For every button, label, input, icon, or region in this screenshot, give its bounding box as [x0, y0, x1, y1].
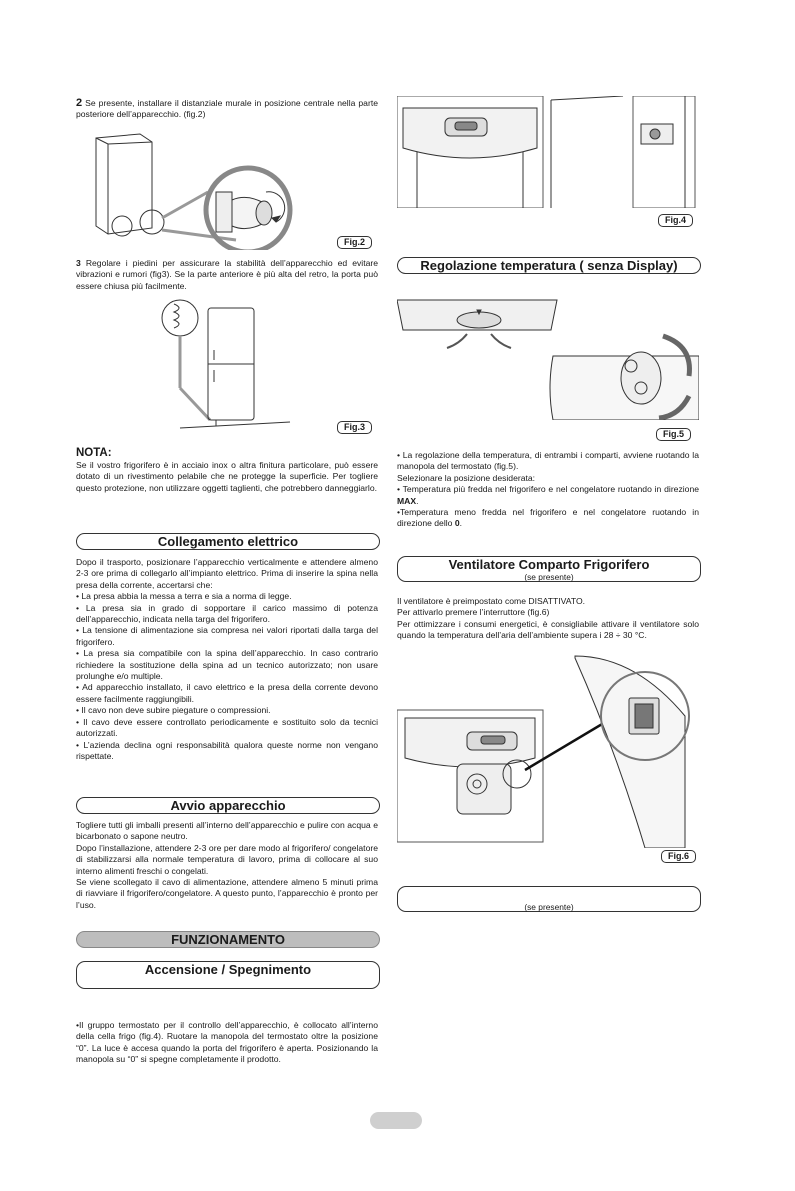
- empty-heading-box: [397, 886, 701, 912]
- regolazione-para-3: [397, 484, 699, 507]
- fig5-label: Fig.5: [656, 428, 691, 441]
- collegamento-para: • Il cavo non deve subire piegature o compressioni.: [76, 705, 271, 716]
- collegamento-para: • La presa sia in grado di sopportare il carico massimo di potenza dell’apparecchio, indicata nella targa del frigorifero.: [76, 602, 378, 625]
- empty-box-subtitle: (se presente): [524, 902, 574, 912]
- accensione-text: •Il gruppo termostato per il controllo dell’apparecchio, è collocato all’interno della cella frigo (fig.4). Ruotare la manopola del termostato oltre la posizione “0”. La luce è accesa quando la porta del frigorifero è aperta. Posizionando la manopola su “0” si spegne completamente il prodotto.: [76, 1020, 378, 1065]
- nota-text: Se il vostro frigorifero è in acciaio inox o altra finitura particolare, può essere dotato di un rivestimento pelabile che ne protegge la superficie. Per togliere questo protezione, non utilizzare oggetti taglienti, che potrebbero danneggiarlo.: [76, 460, 378, 493]
- regolazione-para-2: Selezionare la posizione desiderata:: [397, 472, 536, 483]
- regolazione-para-3-end: .: [416, 495, 419, 506]
- collegamento-body: [76, 557, 378, 762]
- fig4-illustration: [397, 96, 699, 208]
- nota-block: [76, 446, 378, 494]
- collegamento-para: • Ad apparecchio installato, il cavo elettrico e la presa della corrente devono essere facilmente raggiungibili.: [76, 682, 378, 704]
- collegamento-para: • La presa abbia la messa a terra e sia a norma di legge.: [76, 591, 292, 602]
- fig5-illustration: [397, 296, 699, 420]
- regolazione-para-1: • La regolazione della temperatura, di entrambi i comparti, avviene ruotando la manopola del termostato (fig.5).: [397, 450, 699, 472]
- step2-number: 2: [76, 97, 83, 109]
- funzionamento-heading: [76, 931, 380, 948]
- avvio-body: [76, 820, 378, 911]
- regolazione-heading: [397, 257, 701, 274]
- fig4-label: Fig.4: [658, 214, 693, 227]
- accensione-title: Accensione / Spegnimento: [144, 962, 312, 977]
- ventilatore-para: Il ventilatore è preimpostato come DISATTIVATO.: [397, 596, 586, 606]
- nota-title: NOTA:: [76, 447, 112, 459]
- ventilatore-body: [397, 596, 699, 642]
- accensione-heading: [76, 961, 380, 989]
- regolazione-body: [397, 450, 699, 530]
- step2-text: Se presente, installare il distanziale murale in posizione centrale nella parte posteriore dell’apparecchio. (fig.2): [76, 98, 378, 120]
- step3-block: [76, 258, 378, 292]
- collegamento-heading: [76, 533, 380, 550]
- collegamento-para: Dopo il trasporto, posizionare l’apparecchio verticalmente e attendere almeno 2-3 ore prima di collegarlo all’impianto elettrico. Prima di inserire la spina nella presa della corrente, accertarsi che:: [76, 557, 378, 590]
- regolazione-para-4: [397, 507, 699, 530]
- avvio-para: Dopo l’installazione, attendere 2-3 ore per dare modo al frigorifero/ congelatore di stabilizzarsi alla normale temperatura di lavoro, prima di collocare al suo interno alimenti freschi o congelati.: [76, 842, 378, 876]
- ventilatore-subtitle: (se presente): [524, 572, 574, 582]
- collegamento-para: • Il cavo deve essere controllato periodicamente e sostituito solo da tecnici autorizzati.: [76, 716, 378, 739]
- fig3-label: Fig.3: [337, 421, 372, 434]
- avvio-title: Avvio apparecchio: [170, 798, 286, 813]
- fig6-illustration: [397, 652, 699, 848]
- step2-block: [76, 98, 378, 121]
- collegamento-para: • La presa sia compatibile con la spina dell’apparecchio. In caso contrario richiedere la sostituzione della spina ad un tecnico autorizzato; non usare prolunghe e/o multiple.: [76, 648, 378, 682]
- regolazione-title: Regolazione temperatura ( senza Display): [420, 258, 678, 273]
- collegamento-title: Collegamento elettrico: [157, 534, 299, 549]
- step3-text: Regolare i piedini per assicurare la stabilità dell’apparecchio ed evitare vibrazioni e rumori (fig3). Se la parte anteriore è più alta del retro, la porta può essere chiusa più facilmente.: [76, 258, 379, 291]
- collegamento-para: • L’azienda declina ogni responsabilità qualora queste norme non vengano rispettate.: [76, 739, 378, 761]
- regolazione-para-4-end: .: [459, 518, 462, 529]
- fig3-illustration: [150, 298, 310, 436]
- zero-label: 0: [454, 518, 460, 529]
- collegamento-para: • La tensione di alimentazione sia compresa nei valori riportati dalla targa del frigorifero.: [76, 625, 378, 647]
- fig6-label: Fig.6: [661, 850, 696, 863]
- step3-number: 3: [76, 258, 81, 268]
- avvio-para: Togliere tutti gli imballi presenti all’interno dell’apparecchio e pulire con acqua e bicarbonato o sapone neutro.: [76, 820, 378, 842]
- ventilatore-heading: [397, 556, 701, 582]
- ventilatore-title: Ventilatore Comparto Frigorifero: [448, 557, 650, 572]
- fig2-illustration: [76, 130, 380, 250]
- regolazione-para-3-text: • Temperatura più fredda nel frigorifero e nel congelatore ruotando in direzione: [397, 484, 699, 495]
- accensione-body: [76, 1020, 378, 1066]
- funzionamento-title: FUNZIONAMENTO: [171, 932, 285, 947]
- ventilatore-para: Per attivarlo premere l’interruttore (fig.6): [397, 607, 550, 618]
- avvio-heading: [76, 797, 380, 814]
- fig2-label: Fig.2: [337, 236, 372, 249]
- avvio-para: Se viene scollegato il cavo di alimentazione, attendere almeno 5 minuti prima di riavviare il frigorifero/congelatore. A questo punto, l’apparecchio è pronto per l’uso.: [76, 877, 378, 910]
- ventilatore-para: Per ottimizzare i consumi energetici, è consigliabile attivare il ventilatore solo quando la temperatura dell’aria dell’ambiente supera i 28 ÷ 30 °C.: [397, 618, 699, 641]
- regolazione-para-4-text: •Temperatura meno fredda nel frigorifero e nel congelatore ruotando in direzione dello: [397, 507, 699, 529]
- page-number-pill: [370, 1112, 422, 1129]
- max-label: MAX: [397, 495, 417, 506]
